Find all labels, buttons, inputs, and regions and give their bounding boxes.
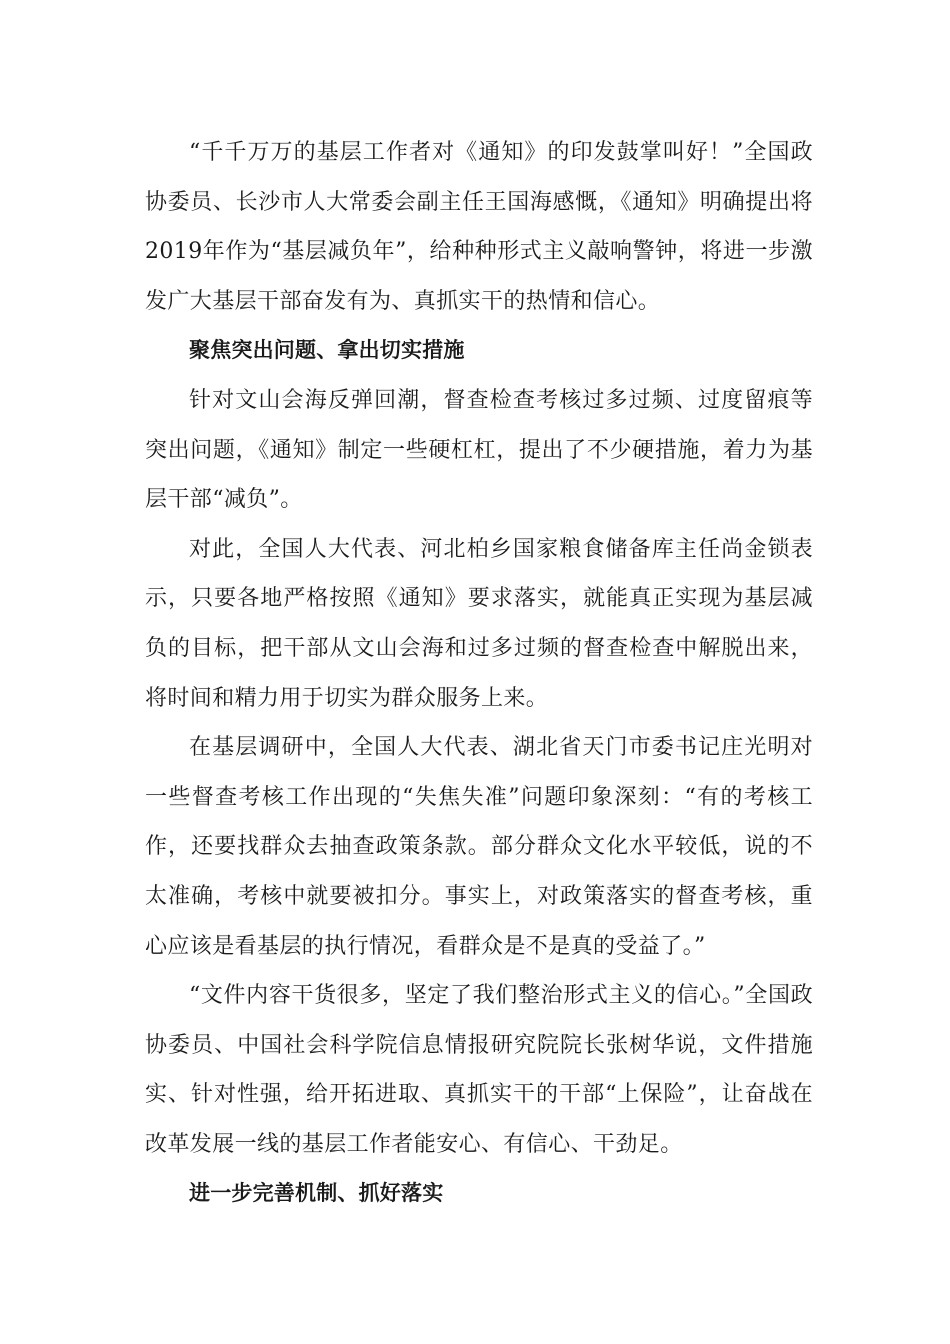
paragraph-wang-guohai: “千千万万的基层工作者对《通知》的印发鼓掌叫好！”全国政协委员、长沙市人大常委会副主任王国海感慨，《通知》明确提出将2019年作为“基层减负年”，给种种形式主义敲响警钟，将进一步激发广大基层干部奋发有为、真抓实干的热情和信心。 [145, 140, 813, 314]
document-body [145, 128, 813, 1219]
paragraph-zhuang-guangming: 在基层调研中，全国人大代表、湖北省天门市委书记庄光明对一些督查考核工作出现的“失焦失准”问题印象深刻：“有的考核工作，还要找群众去抽查政策条款。部分群众文化水平较低，说的不太准确，考核中就要被扣分。事实上，对政策落实的督查考核，重心应该是看基层的执行情况，看群众是不是真的受益了。” [145, 735, 813, 959]
section-heading-improve-mechanism: 进一步完善机制、抓好落实 [189, 1181, 444, 1206]
paragraph-zhang-shuhua: “文件内容干货很多，坚定了我们整治形式主义的信心。”全国政协委员、中国社会科学院信息情报研究院院长张树华说，文件措施实、针对性强，给开拓进取、真抓实干的干部“上保险”，让奋战在改革发展一线的基层工作者能安心、有信心、干劲足。 [145, 983, 813, 1157]
paragraph-hard-measures: 针对文山会海反弹回潮，督查检查考核过多过频、过度留痕等突出问题，《通知》制定一些硬杠杠，提出了不少硬措施，着力为基层干部“减负”。 [145, 387, 813, 513]
paragraph-shang-jinsuo: 对此，全国人大代表、河北柏乡国家粮食储备库主任尚金锁表示，只要各地严格按照《通知》要求落实，就能真正实现为基层减负的目标，把干部从文山会海和过多过频的督查检查中解脱出来，将时间和精力用于切实为群众服务上来。 [145, 536, 813, 711]
section-heading-focus-issues: 聚焦突出问题、拿出切实措施 [189, 338, 465, 363]
